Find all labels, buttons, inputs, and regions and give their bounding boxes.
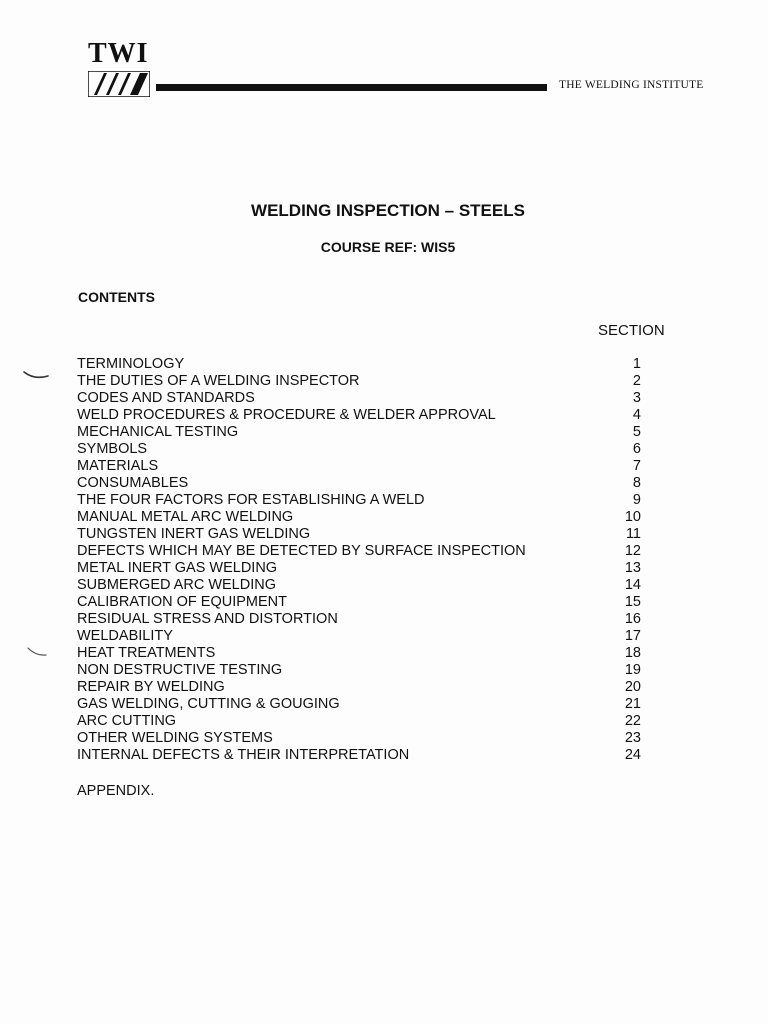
twi-logo [88, 40, 158, 68]
logo-text: TWI [88, 38, 149, 69]
toc-section-number: 16 [624, 611, 641, 627]
toc-section-number: 21 [624, 696, 641, 712]
contents-heading: CONTENTS [78, 289, 155, 305]
toc-row [77, 543, 667, 560]
toc-section-number: 22 [624, 713, 641, 729]
toc-title: MECHANICAL TESTING [77, 424, 239, 440]
toc-row [77, 696, 667, 713]
toc-section-number: 11 [625, 526, 641, 542]
toc-title: NON DESTRUCTIVE TESTING [77, 662, 283, 678]
table-of-contents [77, 356, 667, 764]
toc-section-number: 2 [632, 373, 641, 389]
appendix-label: APPENDIX. [77, 783, 155, 799]
toc-title: REPAIR BY WELDING [77, 679, 225, 695]
toc-section-number: 14 [624, 577, 641, 593]
toc-row [77, 458, 667, 475]
toc-title: WELDABILITY [77, 628, 173, 644]
toc-section-number: 9 [632, 492, 641, 508]
toc-row [77, 730, 667, 747]
toc-row [77, 390, 667, 407]
header-rule [156, 84, 547, 91]
toc-section-number: 6 [632, 441, 641, 457]
toc-title: TUNGSTEN INERT GAS WELDING [77, 526, 311, 542]
toc-title: ARC CUTTING [77, 713, 177, 729]
section-column-heading: SECTION [598, 322, 665, 339]
toc-title: CALIBRATION OF EQUIPMENT [77, 594, 288, 610]
toc-row [77, 577, 667, 594]
toc-title: CONSUMABLES [77, 475, 189, 491]
toc-row [77, 662, 667, 679]
pencil-tick-mark [26, 644, 50, 660]
toc-section-number: 24 [624, 747, 641, 763]
toc-row [77, 373, 667, 390]
toc-row [77, 356, 667, 373]
toc-title: INTERNAL DEFECTS & THEIR INTERPRETATION [77, 747, 410, 763]
toc-row [77, 747, 667, 764]
toc-row [77, 475, 667, 492]
toc-row [77, 509, 667, 526]
toc-section-number: 12 [624, 543, 641, 559]
toc-title: SYMBOLS [77, 441, 148, 457]
toc-row [77, 560, 667, 577]
toc-row [77, 628, 667, 645]
toc-title: DEFECTS WHICH MAY BE DETECTED BY SURFACE INSPECTION [77, 543, 526, 559]
toc-section-number: 15 [624, 594, 641, 610]
toc-row [77, 526, 667, 543]
toc-section-number: 5 [632, 424, 641, 440]
toc-section-number: 13 [624, 560, 641, 576]
toc-section-number: 10 [624, 509, 641, 525]
toc-title: OTHER WELDING SYSTEMS [77, 730, 273, 746]
toc-title: MANUAL METAL ARC WELDING [77, 509, 294, 525]
toc-title: CODES AND STANDARDS [77, 390, 255, 406]
toc-title: WELD PROCEDURES & PROCEDURE & WELDER APPROVAL [77, 407, 496, 423]
toc-section-number: 19 [624, 662, 641, 678]
toc-title: METAL INERT GAS WELDING [77, 560, 278, 576]
toc-section-number: 23 [624, 730, 641, 746]
toc-row [77, 492, 667, 509]
toc-title: TERMINOLOGY [77, 356, 185, 372]
course-ref: COURSE REF: WIS5 [320, 239, 456, 255]
toc-section-number: 18 [624, 645, 641, 661]
institute-name: THE WELDING INSTITUTE [559, 79, 704, 91]
toc-row [77, 611, 667, 628]
toc-section-number: 8 [632, 475, 641, 491]
toc-row [77, 424, 667, 441]
toc-row [77, 679, 667, 696]
toc-title: MATERIALS [77, 458, 159, 474]
toc-title: RESIDUAL STRESS AND DISTORTION [77, 611, 338, 627]
toc-section-number: 1 [632, 356, 641, 372]
pencil-tick-mark [22, 366, 52, 382]
toc-row [77, 441, 667, 458]
toc-row [77, 594, 667, 611]
toc-title: THE DUTIES OF A WELDING INSPECTOR [77, 373, 360, 389]
logo-stripes-icon [88, 71, 150, 97]
toc-section-number: 7 [632, 458, 641, 474]
toc-section-number: 17 [624, 628, 641, 644]
toc-title: SUBMERGED ARC WELDING [77, 577, 276, 593]
toc-row [77, 645, 667, 662]
toc-section-number: 4 [632, 407, 641, 423]
toc-row [77, 407, 667, 424]
toc-title: THE FOUR FACTORS FOR ESTABLISHING A WELD [77, 492, 425, 508]
toc-section-number: 3 [632, 390, 641, 406]
toc-title: HEAT TREATMENTS [77, 645, 216, 661]
toc-section-number: 20 [624, 679, 641, 695]
toc-title: GAS WELDING, CUTTING & GOUGING [77, 696, 340, 712]
toc-row [77, 713, 667, 730]
document-title: WELDING INSPECTION – STEELS [251, 201, 525, 220]
